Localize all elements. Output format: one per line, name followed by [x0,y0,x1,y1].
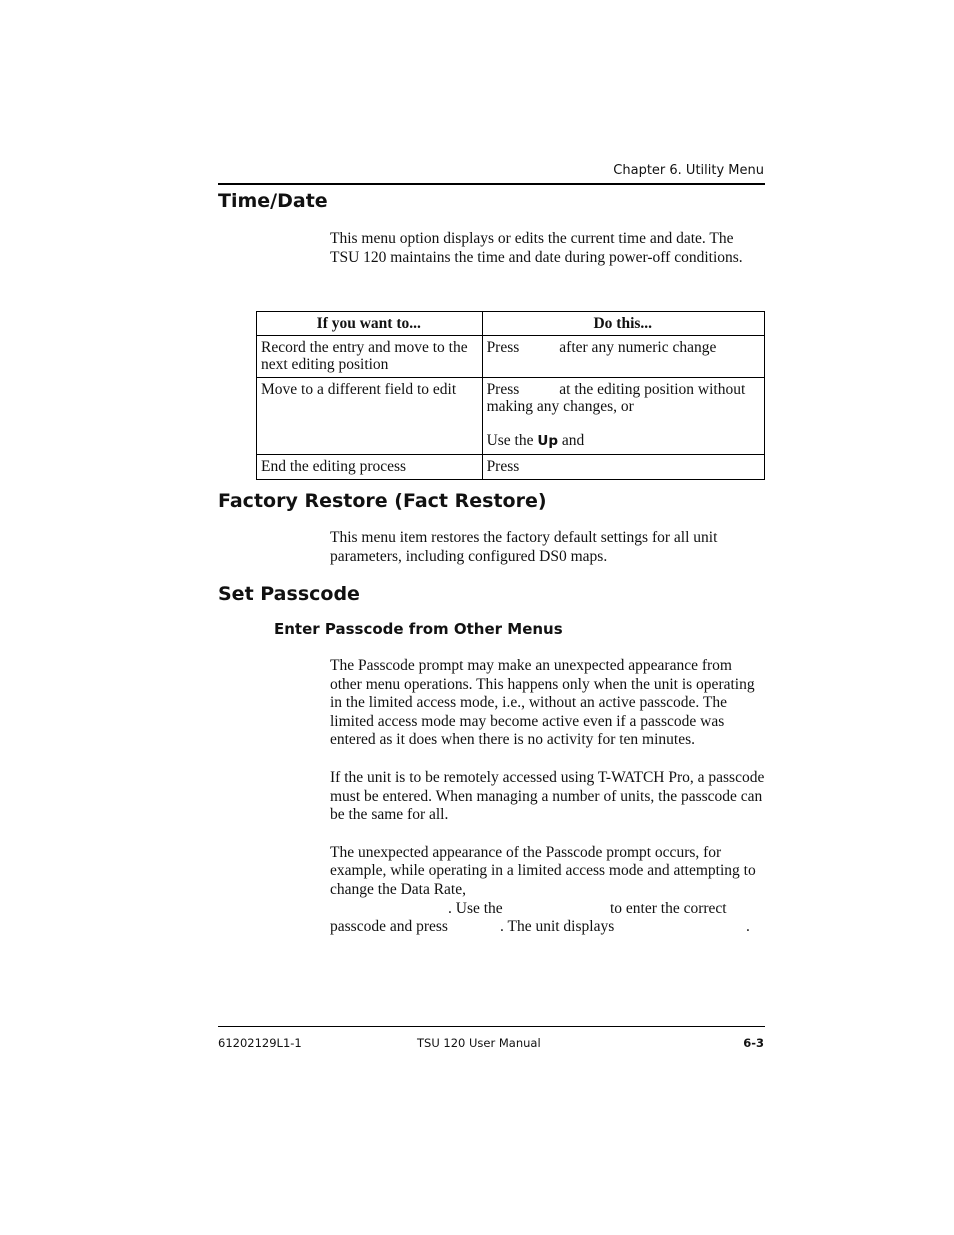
table-cell-want: End the editing process [257,455,483,480]
do-line-1 [487,381,759,415]
table-header-do: Do this... [482,312,764,336]
do-line-2 [487,432,759,450]
p3-line2-a: . Use the [448,899,503,917]
up-key-label: Up [537,433,558,449]
table-row [257,336,765,378]
time-date-heading: Time/Date [218,190,328,212]
factory-restore-body [330,529,765,585]
p3-line3-a: passcode and press [330,918,448,936]
footer-manual-title: TSU 120 User Manual [417,1036,541,1050]
do-suffix: after any numeric change [559,339,717,356]
enter-passcode-subheading: Enter Passcode from Other Menus [274,620,563,638]
table-row [257,455,765,480]
table-cell-do [482,378,764,455]
factory-restore-paragraph: This menu item restores the factory default settings for all unit parameters, including configured DS0 maps. [330,529,718,565]
p3-line2-b: to enter the correct [610,899,727,917]
table-cell-do [482,336,764,378]
set-passcode-body [330,657,765,937]
running-header: Chapter 6. Utility Menu [613,163,764,178]
footer-rule [218,1026,765,1027]
set-passcode-heading: Set Passcode [218,583,360,605]
passcode-paragraph-3-line-2 [330,900,765,919]
table-cell-want: Record the entry and move to the next editing position [257,336,483,378]
table-header-row [257,312,765,336]
table-cell-want: Move to a different field to edit [257,378,483,455]
factory-restore-heading: Factory Restore (Fact Restore) [218,490,547,512]
time-date-body [330,230,765,286]
passcode-paragraph-2: If the unit is to be remotely accessed using T-WATCH Pro, a passcode must be entered. When managing a number of units, the passcode can be the same for all. [330,768,765,824]
do-prefix: Press [486,381,520,398]
footer-page-number: 6-3 [743,1036,764,1050]
passcode-paragraph-3-text: The unexpected appearance of the Passcode prompt occurs, for example, while operating in a limited access mode and attempting to change the Data Rate, [330,843,756,898]
passcode-paragraph-3 [330,844,765,900]
table-header-want: If you want to... [257,312,483,336]
do-line2-suffix: and [561,432,585,449]
table-row [257,378,765,455]
passcode-paragraph-1: The Passcode prompt may make an unexpected appearance from other menu operations. This happens only when the unit is operating in the limited access mode, i.e., without an active passcode. The limited access mode may become active even if a passcode was entered as it does when there is no activity for ten minutes. [330,657,755,749]
table-cell-do: Press [482,455,764,480]
p3-line3-c: . [746,918,750,936]
time-date-paragraph: This menu option displays or edits the current time and date. The TSU 120 maintains the time and date during power-off conditions. [330,230,743,266]
do-prefix: Press [486,339,520,356]
passcode-paragraph-3-line-3 [330,918,765,937]
time-date-options-table [256,311,765,480]
footer-doc-number: 61202129L1-1 [218,1036,302,1050]
p3-line3-b: . The unit displays [500,918,615,936]
do-suffix: at the editing position without making any changes, or [486,381,746,415]
do-line2-prefix: Use the [486,432,534,449]
header-rule [218,183,765,185]
